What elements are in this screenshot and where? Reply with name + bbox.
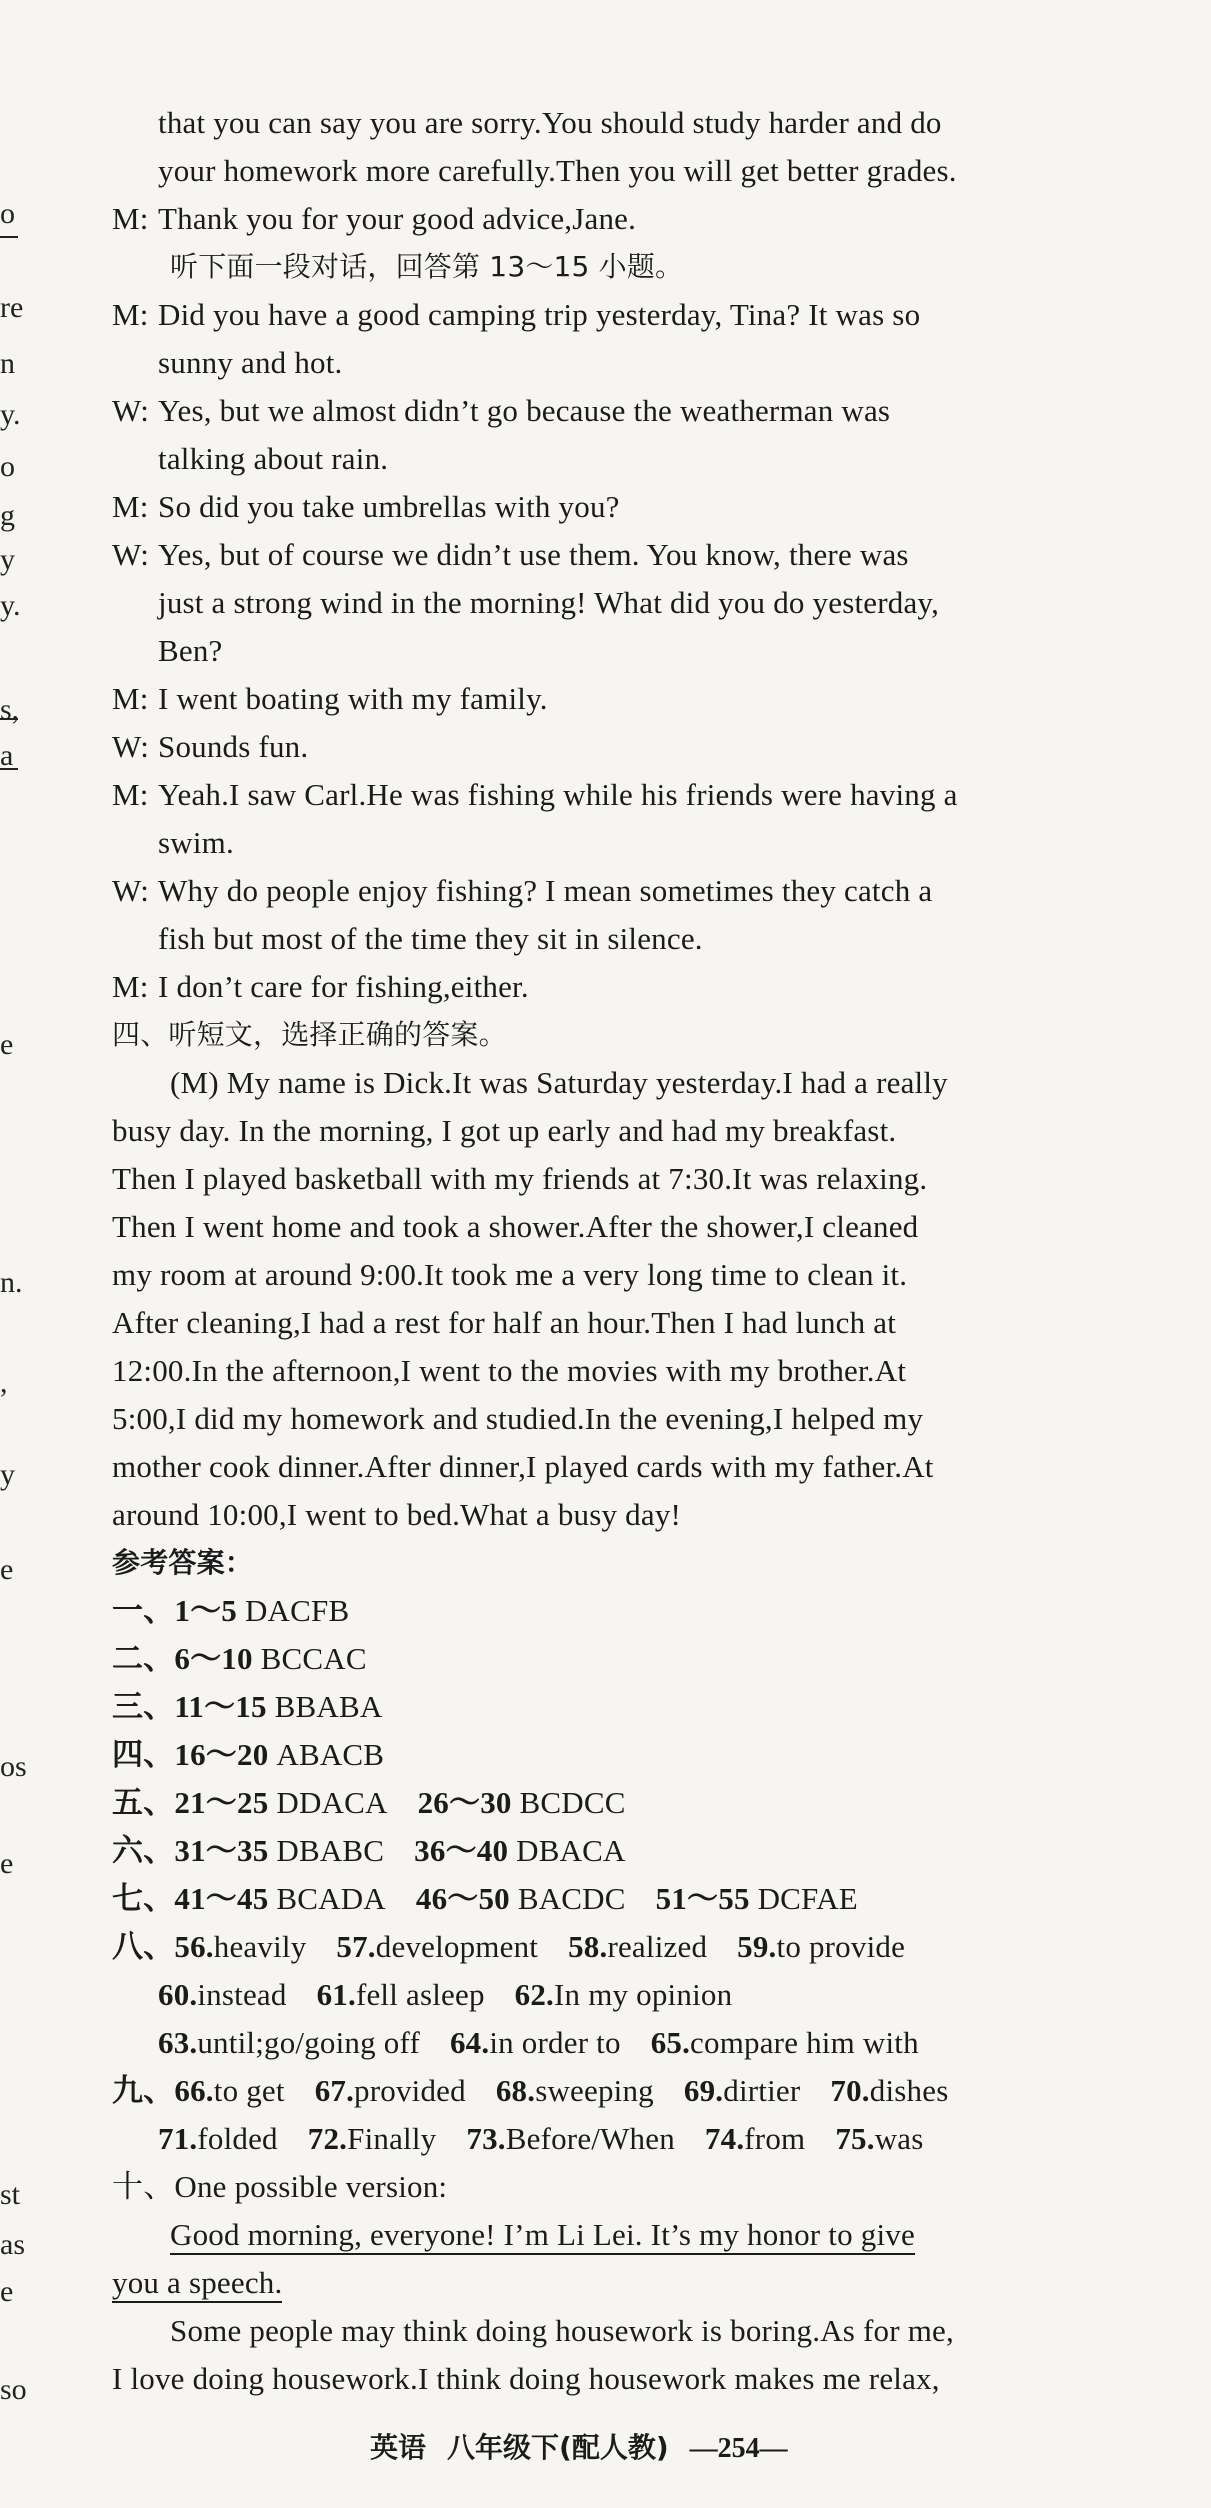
answer-value: was <box>874 2121 924 2156</box>
answer-number: 57. <box>336 1929 376 1964</box>
section-heading: 四、听短文，选择正确的答案。 <box>112 1018 507 1051</box>
answer-value: dirtier <box>723 2073 801 2108</box>
dialogue-line: Ben? <box>158 633 223 668</box>
answer-number: 63. <box>158 2025 198 2060</box>
margin-fragment: e <box>0 1028 14 1061</box>
dialogue-line: your homework more carefully.Then you will get better grades. <box>158 153 957 188</box>
answer-number: 67. <box>314 2073 355 2108</box>
answer-value: dishes <box>869 2073 949 2108</box>
dialogue-text: Yes, but we almost didn’t go because the weatherman was <box>158 393 891 428</box>
answer-value: heavily <box>213 1929 307 1964</box>
answer-value: DBABC <box>276 1833 385 1868</box>
margin-rule <box>0 236 18 238</box>
margin-fragment: y <box>0 1458 15 1491</box>
margin-fragment: e <box>0 1847 14 1880</box>
speaker-label: W: <box>112 537 150 572</box>
margin-rule <box>0 718 18 720</box>
passage-line: around 10:00,I went to bed.What a busy day! <box>112 1497 682 1532</box>
margin-fragment: o <box>0 197 15 230</box>
answer-row <box>112 1591 349 1631</box>
margin-fragment: st <box>0 2178 21 2211</box>
dialogue-line: that you can say you are sorry.You should study harder and do <box>158 105 942 140</box>
margin-fragment: s, <box>0 693 20 726</box>
answer-number: 59. <box>737 1929 777 1964</box>
margin-fragment: e <box>0 1553 14 1586</box>
passage-line: mother cook dinner.After dinner,I played cards with my father.At <box>112 1449 934 1484</box>
margin-fragment: , <box>0 1366 8 1399</box>
speaker-label: M: <box>112 969 149 1004</box>
answer-value: compare him with <box>690 2025 919 2060</box>
answer-value: DCFAE <box>757 1881 858 1916</box>
answer-value: DACFB <box>244 1593 350 1628</box>
answer-number: 70. <box>830 2073 870 2108</box>
dialogue-line: just a strong wind in the morning! What did you do yesterday, <box>158 585 940 620</box>
answer-number: 62. <box>514 1977 555 2012</box>
dialogue-line: talking about rain. <box>158 441 389 476</box>
essay-line <box>170 2215 915 2255</box>
answer-number: 72. <box>307 2121 348 2156</box>
answer-row <box>112 1783 626 1823</box>
answer-row <box>112 1927 905 1967</box>
footer-grade: 八年级下(配人教) <box>447 2431 669 2464</box>
dialogue-text: I don’t care for fishing,either. <box>158 969 529 1004</box>
dialogue-line: sunny and hot. <box>158 345 343 380</box>
passage-line: (M) My name is Dick.It was Saturday yesterday.I had a really <box>170 1065 948 1100</box>
answer-value: BBABA <box>274 1689 383 1724</box>
answer-number: 61. <box>316 1977 356 2012</box>
essay-line: Some people may think doing housework is boring.As for me, <box>170 2313 954 2348</box>
answer-row <box>158 2023 919 2063</box>
answer-value: from <box>744 2121 806 2156</box>
page-footer <box>370 2430 788 2467</box>
dialogue-line: swim. <box>158 825 234 860</box>
footer-subject: 英语 <box>370 2431 427 2464</box>
margin-fragment: re <box>0 291 24 324</box>
passage-line: my room at around 9:00.It took me a very long time to clean it. <box>112 1257 908 1292</box>
answer-row <box>112 1639 367 1679</box>
section-label: 十、One possible version: <box>112 2169 448 2204</box>
dialogue-line <box>112 775 958 815</box>
answer-value: provided <box>354 2073 466 2108</box>
margin-fragment: as <box>0 2228 25 2261</box>
speaker-label: M: <box>112 681 149 716</box>
answer-number: 58. <box>568 1929 608 1964</box>
margin-fragment: o <box>0 450 15 483</box>
answer-value: In my opinion <box>554 1977 733 2012</box>
dialogue-line <box>112 679 548 719</box>
answer-number: 四、16～20 <box>112 1737 269 1772</box>
answer-row <box>112 1831 626 1871</box>
essay-underlined: Good morning, everyone! I’m Li Lei. It’s my honor to give <box>170 2217 915 2255</box>
answer-value: Finally <box>347 2121 437 2156</box>
answer-value: realized <box>607 1929 708 1964</box>
answer-number: 64. <box>449 2025 490 2060</box>
answers-heading: 参考答案： <box>112 1546 254 1579</box>
speaker-label: W: <box>112 873 150 908</box>
instruction: 听下面一段对话，回答第 13～15 小题。 <box>170 250 684 283</box>
margin-rule <box>0 768 18 770</box>
essay-underlined: you a speech. <box>112 2265 282 2303</box>
margin-fragment: g <box>0 499 15 532</box>
dialogue-text: I went boating with my family. <box>158 681 548 716</box>
answer-number: 26～30 <box>417 1785 512 1820</box>
answer-value: development <box>375 1929 539 1964</box>
answer-value: DDACA <box>276 1785 388 1820</box>
speaker-label: W: <box>112 729 150 764</box>
answer-row <box>112 1687 382 1727</box>
passage-line: busy day. In the morning, I got up early and had my breakfast. <box>112 1113 897 1148</box>
dialogue-text: So did you take umbrellas with you? <box>158 489 620 524</box>
answer-number: 八、56. <box>112 1929 214 1964</box>
dialogue-line <box>112 967 529 1007</box>
dialogue-line <box>112 487 620 527</box>
dialogue-line <box>112 295 920 335</box>
speaker-label: M: <box>112 297 149 332</box>
margin-fragment: os <box>0 1750 27 1783</box>
speaker-label: W: <box>112 393 150 428</box>
answer-number: 51～55 <box>655 1881 750 1916</box>
answer-number: 73. <box>466 2121 506 2156</box>
answer-value: BCADA <box>276 1881 386 1916</box>
dialogue-line <box>112 535 909 575</box>
answer-value: Before/When <box>505 2121 675 2156</box>
dialogue-line <box>112 727 308 767</box>
dialogue-line <box>112 871 932 911</box>
dialogue-text: Thank you for your good advice,Jane. <box>158 201 637 236</box>
answer-value: to get <box>213 2073 285 2108</box>
answer-value: instead <box>197 1977 287 2012</box>
answer-number: 74. <box>704 2121 745 2156</box>
answer-value: until;go/going off <box>197 2025 420 2060</box>
answer-number: 六、31～35 <box>112 1833 269 1868</box>
answer-value: ABACB <box>276 1737 385 1772</box>
margin-fragment: y <box>0 543 15 576</box>
answer-row <box>158 1975 732 2015</box>
dialogue-line <box>112 199 636 239</box>
dialogue-text: Why do people enjoy fishing? I mean sometimes they catch a <box>158 873 933 908</box>
answer-value: fell asleep <box>355 1977 485 2012</box>
passage-line: After cleaning,I had a rest for half an hour.Then I had lunch at <box>112 1305 897 1340</box>
answer-value: BCDCC <box>519 1785 626 1820</box>
answer-number: 65. <box>650 2025 691 2060</box>
answer-number: 36～40 <box>414 1833 509 1868</box>
answer-value: BACDC <box>517 1881 626 1916</box>
answer-value: sweeping <box>535 2073 654 2108</box>
margin-fragment: y. <box>0 398 21 431</box>
margin-fragment: a <box>0 739 14 772</box>
answer-number: 69. <box>683 2073 724 2108</box>
passage-line: 5:00,I did my homework and studied.In the evening,I helped my <box>112 1401 924 1436</box>
answer-number: 三、11～15 <box>112 1689 267 1724</box>
answer-row <box>112 1879 858 1919</box>
dialogue-line: fish but most of the time they sit in silence. <box>158 921 703 956</box>
margin-fragment: n. <box>0 1266 23 1299</box>
speaker-label: M: <box>112 777 149 812</box>
answer-value: to provide <box>776 1929 906 1964</box>
answer-number: 一、1～5 <box>112 1593 237 1628</box>
essay-line: I love doing housework.I think doing housework makes me relax, <box>112 2361 940 2396</box>
answer-value: folded <box>197 2121 278 2156</box>
answer-number: 75. <box>835 2121 875 2156</box>
answer-row <box>158 2119 924 2159</box>
speaker-label: M: <box>112 489 149 524</box>
essay-line <box>112 2263 282 2303</box>
answer-value: BCCAC <box>260 1641 367 1676</box>
dialogue-text: Sounds fun. <box>158 729 309 764</box>
answer-number: 60. <box>158 1977 198 2012</box>
passage-line: Then I went home and took a shower.After the shower,I cleaned <box>112 1209 919 1244</box>
margin-fragment: n <box>0 347 15 380</box>
dialogue-text: Yes, but of course we didn’t use them. You know, there was <box>158 537 909 572</box>
answer-value: in order to <box>489 2025 621 2060</box>
passage-line: Then I played basketball with my friends at 7:30.It was relaxing. <box>112 1161 928 1196</box>
answer-number: 68. <box>495 2073 536 2108</box>
answer-number: 71. <box>158 2121 198 2156</box>
answer-row <box>112 1735 384 1775</box>
answer-row <box>112 2071 948 2111</box>
page-number: —254— <box>689 2433 788 2464</box>
passage-line: 12:00.In the afternoon,I went to the movies with my brother.At <box>112 1353 907 1388</box>
dialogue-text: Did you have a good camping trip yesterday, Tina? It was so <box>158 297 921 332</box>
answer-value: DBACA <box>516 1833 626 1868</box>
answer-number: 46～50 <box>415 1881 510 1916</box>
dialogue-text: Yeah.I saw Carl.He was fishing while his friends were having a <box>158 777 958 812</box>
answer-number: 二、6～10 <box>112 1641 253 1676</box>
answer-number: 七、41～45 <box>112 1881 269 1916</box>
speaker-label: M: <box>112 201 149 236</box>
margin-fragment: so <box>0 2373 27 2406</box>
answer-number: 五、21～25 <box>112 1785 269 1820</box>
answer-number: 九、66. <box>112 2073 214 2108</box>
margin-fragment: e <box>0 2275 14 2308</box>
dialogue-line <box>112 391 890 431</box>
margin-fragment: y. <box>0 589 21 622</box>
